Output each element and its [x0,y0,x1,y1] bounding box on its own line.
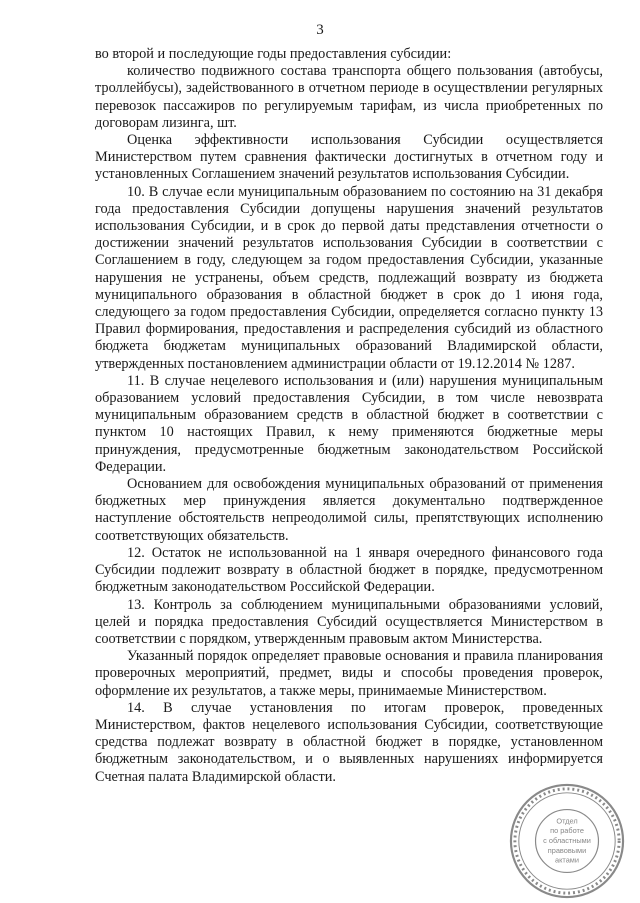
stamp-line: Отдел [556,816,578,826]
stamp-line: по работе [550,826,584,836]
paragraph: Оценка эффективности использования Субсидии осуществляется Министерством путем сравнения фактически достигнутых в отчетном году и установленных Соглашением значений результатов использования Субсидии. [95,132,603,183]
paragraph: Основанием для освобождения муниципальных образований от применения бюджетных мер принуждения является документально подтвержденное наступление обстоятельств непреодолимой силы, препятствующих исполнению соответствующих обязательств. [95,476,603,544]
paragraph: количество подвижного состава транспорта общего пользования (автобусы, троллейбусы), задействованного в отчетном периоде в осуществлении регулярных перевозок пассажиров по регулируемым тарифам, из числа приобретенных по договорам лизинга, шт. [95,63,603,131]
stamp-line: с областными [543,835,591,845]
page-number: 3 [316,22,324,38]
paragraph: 12. Остаток не использованной на 1 января очередного финансового года Субсидии подлежит возврату в областной бюджет в порядке, предусмотренном бюджетным законодательством Российской Федерации. [95,544,603,596]
paragraph: 11. В случае нецелевого использования и (или) нарушения муниципальным образованием условий предоставления Субсидии, в том числе невозврата муниципальным образованием средств в областной бюджет в соответствии с пунктом 10 настоящих Правил, к нему применяются бюджетные меры принуждения, предусмотренные бюджетным законодательством Российской Федерации. [95,372,603,475]
paragraph: Указанный порядок определяет правовые основания и правила планирования проверочных мероприятий, предмет, виды и способы проведения проверок, оформление их результатов, а также меры, принимаемые Министерством. [95,648,603,699]
paragraph: во второй и последующие годы предоставления субсидии: [95,46,452,62]
stamp-line: актами [555,855,579,865]
stamp-line: правовыми [547,845,587,855]
paragraph: 10. В случае если муниципальным образованием по состоянию на 31 декабря года предоставления Субсидии допущены нарушения значений результатов использования Субсидии, и в срок до первой даты представления отчетности о достижении значений результатов использования Субсидии в соответствии с Соглашением в году, следующем за годом предоставления Субсидии, указанные нарушения не устранены, объем средств, подлежащий возврату из бюджета муниципального образования в областной бюджет в срок до 1 июня года, следующего за годом предоставления Субсидии, определяется согласно пункту 13 Правил формирования, предоставления и распределения субсидий из областного бюджета бюджетам муниципальных образований Владимирской области, утвержденных постановлением администрации области от 19.12.2014 № 1287. [95,183,603,372]
official-stamp [508,782,626,900]
paragraph: 14. В случае установления по итогам проверок, проведенных Министерством, фактов нецелевого использования Субсидии, соответствующие средства подлежат возврату в областной бюджет в порядке, установленном бюджетным законодательством, и о выявленных нарушениях информируется Счетная палата Владимирской области. [95,699,603,785]
paragraph: 13. Контроль за соблюдением муниципальными образованиями условий, целей и порядка предоставления Субсидий осуществляется Министерством в соответствии с порядком, утвержденным правовым актом Министерства. [95,596,603,647]
document-body [95,46,603,786]
